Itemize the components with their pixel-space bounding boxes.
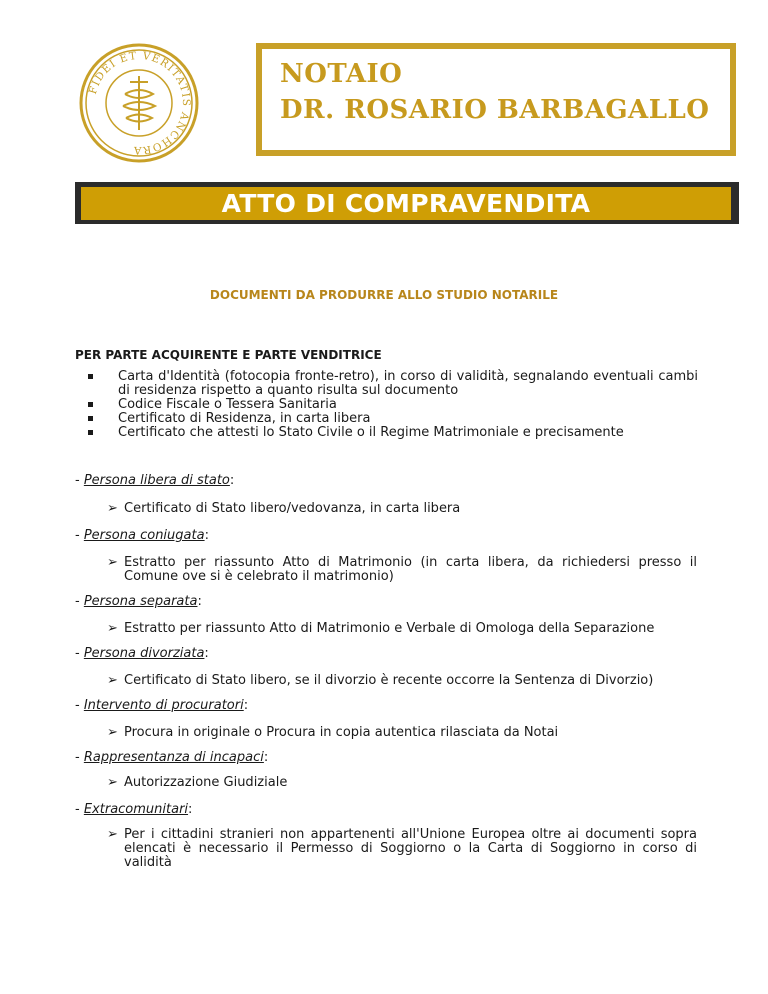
category-heading: [75, 594, 202, 609]
category-name: Persona separata: [83, 594, 198, 609]
category-heading: [75, 750, 268, 765]
document-text: Autorizzazione Giudiziale: [124, 775, 288, 790]
dash: -: [75, 750, 80, 765]
document-item: [107, 502, 697, 516]
colon: :: [263, 750, 269, 765]
arrow-bullet-icon: ➢: [107, 827, 118, 842]
dash: -: [75, 528, 80, 543]
section-subtitle: DOCUMENTI DA PRODURRE ALLO STUDIO NOTARILE: [209, 288, 559, 302]
category-name: Extracomunitari: [83, 802, 189, 817]
category-heading: [75, 528, 209, 543]
list-item: Codice Fiscale o Tessera Sanitaria: [86, 398, 698, 412]
document-item: [107, 556, 697, 584]
document-text: Certificato di Stato libero/vedovanza, in carta libera: [124, 501, 461, 516]
notary-seal-logo: [78, 42, 200, 164]
category-heading: [75, 473, 234, 488]
arrow-bullet-icon: ➢: [107, 775, 118, 790]
parties-heading: PER PARTE ACQUIRENTE E PARTE VENDITRICE: [75, 348, 382, 362]
arrow-bullet-icon: ➢: [107, 501, 118, 516]
dash: -: [75, 646, 80, 661]
dash: -: [75, 698, 80, 713]
arrow-bullet-icon: ➢: [107, 621, 118, 636]
document-text: Estratto per riassunto Atto di Matrimonio (in carta libera, da richiedersi presso il Comune ove si è celebrato il matrimonio): [124, 555, 697, 584]
document-text: Per i cittadini stranieri non appartenenti all'Unione Europea oltre ai documenti sopra elencati è necessario il Permesso di Soggiorno o la Carta di Soggiorno in corso di validità: [124, 827, 697, 870]
category-name: Rappresentanza di incapaci: [83, 750, 264, 765]
document-item: [107, 776, 697, 790]
colon: :: [204, 528, 209, 543]
seal-lettering: FIDEI ET VERITATIS ANCHORA: [86, 49, 193, 157]
category-heading: [75, 698, 248, 713]
dash: -: [75, 594, 80, 609]
document-item: [107, 622, 697, 636]
colon: :: [243, 698, 249, 713]
arrow-bullet-icon: ➢: [107, 673, 118, 688]
category-name: Intervento di procuratori: [83, 698, 244, 713]
dash: -: [75, 473, 80, 488]
colon: :: [229, 473, 235, 488]
notary-label: NOTAIO: [280, 59, 403, 89]
list-item: Certificato che attesti lo Stato Civile o il Regime Matrimoniale e precisamente: [86, 426, 698, 440]
document-text: Procura in originale o Procura in copia autentica rilasciata da Notai: [124, 725, 559, 740]
colon: :: [188, 802, 193, 817]
category-name: Persona divorziata: [83, 646, 205, 661]
list-item: Carta d'Identità (fotocopia fronte-retro), in corso di validità, segnalando eventuali cambi di residenza rispetto a quanto risulta sul documento: [86, 370, 698, 398]
banner-title: ATTO DI COMPRAVENDITA: [221, 189, 591, 218]
document-item: [107, 828, 697, 870]
dash: -: [75, 802, 80, 817]
list-item: Certificato di Residenza, in carta libera: [86, 412, 698, 426]
banner-fill: [81, 187, 731, 220]
requirements-list: [86, 370, 698, 440]
colon: :: [204, 646, 209, 661]
document-item: [107, 726, 697, 740]
colon: :: [197, 594, 202, 609]
document-item: [107, 674, 697, 688]
category-heading: [75, 646, 209, 661]
category-name: Persona libera di stato: [83, 473, 230, 488]
category-heading: [75, 802, 192, 817]
notary-name: DR. ROSARIO BARBAGALLO: [280, 95, 710, 125]
document-text: Certificato di Stato libero, se il divorzio è recente occorre la Sentenza di Divorzio): [124, 673, 654, 688]
arrow-bullet-icon: ➢: [107, 555, 118, 570]
notary-title-box: [256, 43, 736, 156]
document-text: Estratto per riassunto Atto di Matrimonio e Verbale di Omologa della Separazione: [124, 621, 655, 636]
arrow-bullet-icon: ➢: [107, 725, 118, 740]
category-name: Persona coniugata: [83, 528, 205, 543]
document-banner: [75, 182, 739, 224]
